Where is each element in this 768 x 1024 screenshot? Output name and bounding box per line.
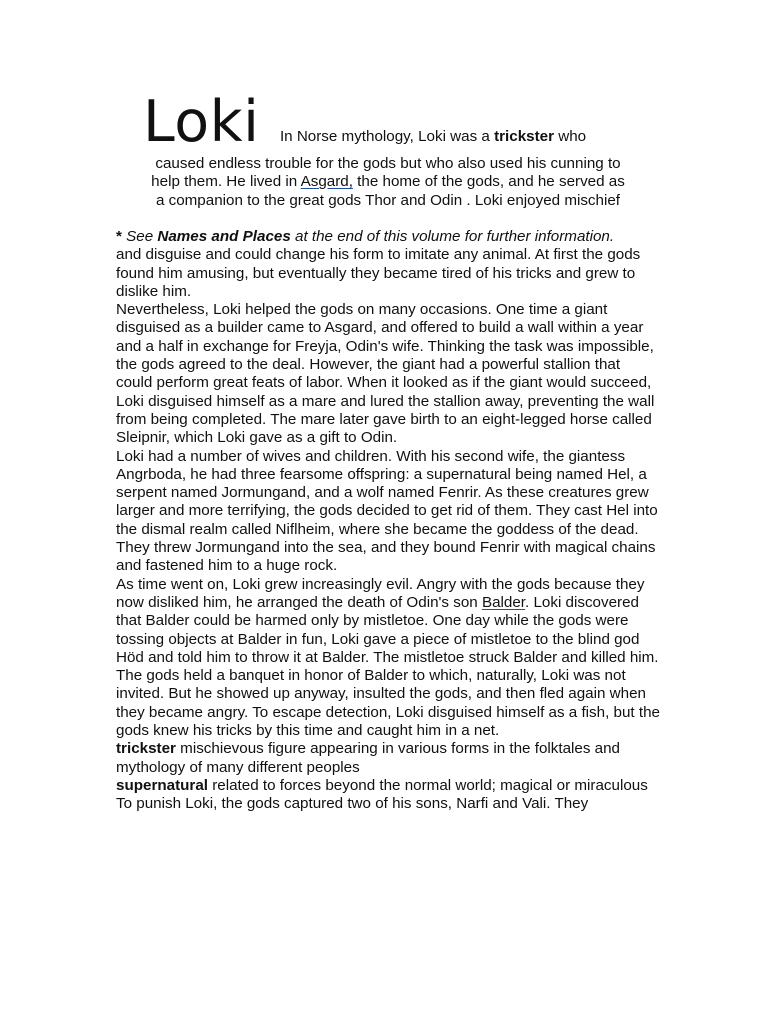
glossary-term-trickster: trickster bbox=[116, 740, 176, 758]
intro-term-trickster: trickster bbox=[494, 128, 555, 145]
paragraph-2: Nevertheless, Loki helped the gods on many occasions. One time a giant disguised as a builder came to Asgard, and offered to build a wall within a year and a half in exchange for Freyja, Odin's wife. Thinking the task was impossible, the gods agreed to the deal. However, the giant had a powerful stallion that could perform great feats of labor. When it looked as if the giant would succeed, Loki disguised himself as a mare and lured the stallion away, preventing the wall from being completed. The mare later gave birth to an eight-legged horse called Sleipnir, which Loki gave as a gift to Odin. bbox=[116, 301, 655, 447]
centered-line-b-before: help them. He lived in bbox=[151, 173, 301, 191]
paragraph-4-before: As time went on, Loki grew increasingly evil. Angry with the gods because they now disliked him, he arranged the death of Odin's son bbox=[116, 575, 645, 611]
link-asgard[interactable]: Asgard, bbox=[300, 173, 353, 191]
centered-line-b-after: the home of the gods, and he served as bbox=[352, 173, 625, 191]
glossary-definition-trickster: mischievous figure appearing in various forms in the folktales and mythology of many different peoples bbox=[116, 740, 620, 776]
footnote-rest: at the end of this volume for further information. bbox=[290, 228, 615, 245]
glossary-term-supernatural: supernatural bbox=[116, 776, 208, 794]
footnote-see: See bbox=[121, 228, 158, 245]
intro-text bbox=[280, 128, 586, 145]
glossary-definition-supernatural: related to forces beyond the normal world; magical or miraculous bbox=[208, 776, 648, 794]
intro-before: In Norse mythology, Loki was a bbox=[279, 128, 495, 145]
paragraph-6: To punish Loki, the gods captured two of his sons, Narfi and Vali. They bbox=[116, 795, 589, 813]
paragraph-1: and disguise and could change his form to imitate any animal. At first the gods found him amusing, but eventually they became tired of his tricks and grew to dislike him. bbox=[116, 246, 641, 300]
centered-paragraph bbox=[108, 155, 668, 210]
footnote-asterisk: * bbox=[116, 228, 122, 245]
body-text bbox=[116, 228, 660, 814]
paragraph-4-after: . Loki discovered that Balder could be harmed only by mistletoe. One day while the gods were tossing objects at Balder in fun, Loki gave a piece of mistletoe to the blind god Höd and told him to throw it at Balder. The mistletoe struck Balder and killed him. bbox=[116, 593, 659, 666]
paragraph-3: Loki had a number of wives and children. With his second wife, the giantess Angrboda, he had three fearsome offspring: a supernatural being named Hel, a serpent named Jormungand, and a wolf named Fenrir. As these creatures grew larger and more terrifying, the gods decided to get rid of them. They cast Hel into the dismal realm called Niflheim, where she became the goddess of the dead. They threw Jormungand into the sea, and they bound Fenrir with magical chains and fastened him to a huge rock. bbox=[116, 447, 658, 575]
centered-line-c: a companion to the great gods Thor and Odin . Loki enjoyed mischief bbox=[155, 191, 621, 209]
paragraph-4 bbox=[116, 576, 660, 667]
title-line bbox=[143, 86, 586, 158]
footnote-names-and-places: Names and Places bbox=[157, 228, 291, 245]
intro-after: who bbox=[554, 128, 587, 145]
page-title: Loki bbox=[143, 89, 260, 155]
paragraph-5: The gods held a banquet in honor of Balder to which, naturally, Loki was not invited. But he showed up anyway, insulted the gods, and then fled again when they became angry. To escape detection, Loki disguised himself as a fish, but the gods knew his tricks by this time and caught him in a net. bbox=[116, 667, 660, 740]
link-balder[interactable]: Balder bbox=[481, 593, 526, 611]
footnote bbox=[116, 228, 660, 246]
glossary-trickster bbox=[116, 740, 660, 777]
centered-line-a: caused endless trouble for the gods but who also used his cunning to bbox=[155, 155, 621, 172]
centered-line-b bbox=[108, 173, 668, 191]
glossary-supernatural bbox=[116, 777, 660, 795]
